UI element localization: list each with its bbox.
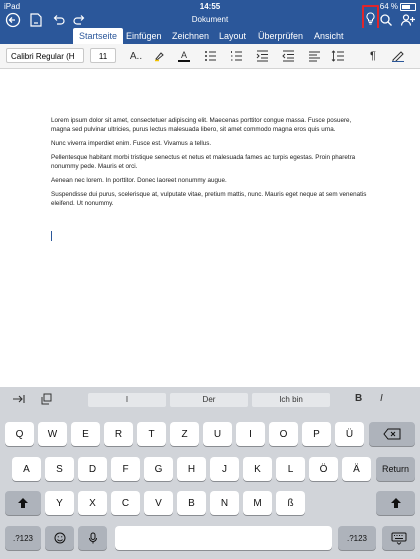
shift-icon xyxy=(17,497,29,509)
key-z[interactable]: Z xyxy=(170,422,199,446)
key-i[interactable]: I xyxy=(236,422,265,446)
font-size-field[interactable]: 11 xyxy=(90,48,116,63)
key-x[interactable]: X xyxy=(78,491,107,515)
pilcrow-button[interactable]: ¶ xyxy=(370,50,376,62)
paragraph[interactable]: Lorem ipsum dolor sit amet, consectetuer adipiscing elit. Maecenas porttitor congue massa. Fusce posuere, magna sed pulvinar ultricies, purus lectus malesuada libero, sit amet commodo magna eros quis urna. xyxy=(51,117,352,133)
line-spacing-icon[interactable] xyxy=(330,48,346,64)
key-s[interactable]: S xyxy=(45,457,74,481)
key-a[interactable]: A xyxy=(12,457,41,481)
key-m[interactable]: M xyxy=(243,491,272,515)
font-color-letter: A xyxy=(180,50,187,60)
paragraph[interactable]: Nunc viverra imperdiet enim. Fusce est. Vivamus a tellus. xyxy=(51,140,212,147)
bold-button[interactable]: B xyxy=(355,393,363,404)
battery-percent: 64 % xyxy=(379,2,398,11)
key-c[interactable]: C xyxy=(111,491,140,515)
search-icon[interactable] xyxy=(376,10,396,30)
key-r[interactable]: R xyxy=(104,422,133,446)
mic-icon xyxy=(88,532,98,544)
text-cursor xyxy=(51,231,52,241)
key-e[interactable]: E xyxy=(71,422,100,446)
tab-layout[interactable]: Layout xyxy=(219,31,247,41)
ribbon-tabs xyxy=(0,28,420,44)
key-sz[interactable]: ß xyxy=(276,491,305,515)
keyboard-hide-key[interactable] xyxy=(382,526,415,550)
italic-button[interactable]: I xyxy=(380,393,383,404)
key-w[interactable]: W xyxy=(38,422,67,446)
paragraph[interactable]: Pellentesque habitant morbi tristique senectus et netus et malesuada fames ac turpis egestas. Proin pharetra nonummy pede. Mauris et orci. xyxy=(51,154,356,170)
key-ae[interactable]: Ä xyxy=(342,457,371,481)
key-t[interactable]: T xyxy=(137,422,166,446)
tab-startseite[interactable]: Startseite xyxy=(73,28,123,46)
shift-icon xyxy=(390,497,402,509)
tab-ansicht[interactable]: Ansicht xyxy=(314,31,344,41)
key-j[interactable]: J xyxy=(210,457,239,481)
bullets-icon[interactable] xyxy=(202,48,218,64)
status-time: 14:55 xyxy=(199,2,221,11)
key-p[interactable]: P xyxy=(302,422,331,446)
key-v[interactable]: V xyxy=(144,491,173,515)
pen-icon[interactable] xyxy=(390,48,406,64)
indent-decrease-icon[interactable] xyxy=(280,48,296,64)
suggestion-bar xyxy=(0,387,420,413)
formatting-toolbar xyxy=(0,44,420,69)
key-q[interactable]: Q xyxy=(5,422,34,446)
numbers-left-key[interactable]: .?123 xyxy=(5,526,41,550)
key-y[interactable]: Y xyxy=(45,491,74,515)
suggestion-1[interactable]: I xyxy=(88,393,166,407)
key-k[interactable]: K xyxy=(243,457,272,481)
status-carrier: iPad xyxy=(4,2,21,11)
space-key[interactable] xyxy=(115,526,332,550)
numbering-icon[interactable] xyxy=(228,48,244,64)
document-canvas[interactable] xyxy=(0,69,420,387)
share-user-icon[interactable] xyxy=(398,10,418,30)
key-ue[interactable]: Ü xyxy=(335,422,364,446)
emoji-icon xyxy=(54,532,66,544)
numbers-right-key[interactable]: .?123 xyxy=(338,526,376,550)
key-b[interactable]: B xyxy=(177,491,206,515)
shift-left-key[interactable] xyxy=(5,491,41,515)
document-title: Dokument xyxy=(191,15,229,24)
font-color-bar xyxy=(178,60,190,62)
key-g[interactable]: G xyxy=(144,457,173,481)
backspace-key[interactable] xyxy=(369,422,415,446)
back-circle-icon[interactable] xyxy=(3,10,23,30)
backspace-icon xyxy=(383,428,401,440)
return-key[interactable]: Return xyxy=(376,457,415,481)
key-d[interactable]: D xyxy=(78,457,107,481)
suggestion-2[interactable]: Der xyxy=(170,393,248,407)
tab-zeichnen[interactable]: Zeichnen xyxy=(172,31,210,41)
suggestion-3[interactable]: Ich bin xyxy=(252,393,330,407)
emoji-key[interactable] xyxy=(45,526,74,550)
indent-icon[interactable] xyxy=(254,48,270,64)
keyboard xyxy=(0,387,420,559)
font-color-button[interactable] xyxy=(176,48,192,64)
key-h[interactable]: H xyxy=(177,457,206,481)
tab-indent-icon[interactable] xyxy=(12,393,26,408)
tab-einfuegen[interactable]: Einfügen xyxy=(126,31,162,41)
paragraph[interactable]: Suspendisse dui purus, scelerisque at, vulputate vitae, pretium mattis, nunc. Mauris eget neque at sem venenatis eleifend. Ut nonummy. xyxy=(51,191,367,207)
key-f[interactable]: F xyxy=(111,457,140,481)
key-oe[interactable]: Ö xyxy=(309,457,338,481)
mic-key[interactable] xyxy=(78,526,107,550)
font-format-button[interactable]: A.. xyxy=(129,50,143,62)
align-icon[interactable] xyxy=(306,48,322,64)
key-o[interactable]: O xyxy=(269,422,298,446)
paste-icon[interactable] xyxy=(40,393,54,408)
highlighter-icon[interactable] xyxy=(152,48,166,64)
paragraph[interactable]: Aenean nec lorem. In porttitor. Donec laoreet nonummy augue. xyxy=(51,177,227,184)
key-l[interactable]: L xyxy=(276,457,305,481)
key-u[interactable]: U xyxy=(203,422,232,446)
document-text[interactable] xyxy=(51,116,371,213)
shift-right-key[interactable] xyxy=(376,491,415,515)
keyboard-hide-icon xyxy=(391,532,407,545)
redo-icon[interactable] xyxy=(70,10,90,30)
key-n[interactable]: N xyxy=(210,491,239,515)
tab-ueberpruefen[interactable]: Überprüfen xyxy=(258,31,304,41)
undo-icon[interactable] xyxy=(48,10,68,30)
font-name-field[interactable]: Calibri Regular (H xyxy=(6,48,84,63)
save-icon[interactable] xyxy=(26,10,46,30)
